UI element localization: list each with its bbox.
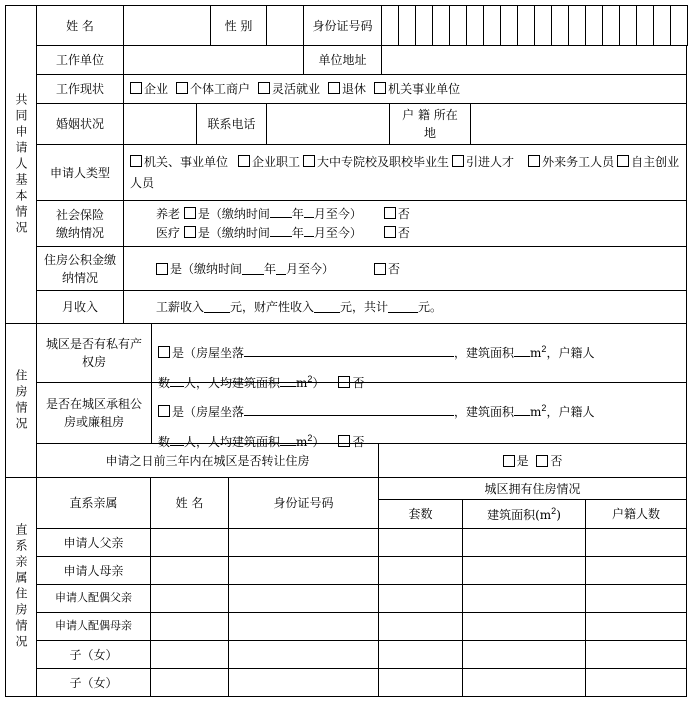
id-digit-box[interactable] — [619, 5, 637, 46]
rental-housing-content: 是（房屋坐落 ，建筑面积 $m^2$，户籍人 数 人，人均建筑面积 $m^2$） 否 — [151, 382, 687, 444]
sets-cell[interactable] — [378, 612, 463, 641]
transfer-label: 申请之日前三年内在城区是否转让住房 — [36, 443, 379, 478]
name-field[interactable] — [123, 5, 211, 46]
id-cell[interactable] — [228, 612, 379, 641]
section-basic-label: 共同申请人基本情况 — [14, 92, 28, 237]
year-blank[interactable] — [242, 263, 264, 275]
sets-cell[interactable] — [378, 528, 463, 557]
hukou-cell[interactable] — [585, 584, 687, 613]
checkbox-icon[interactable] — [503, 455, 515, 467]
id-digit-box[interactable] — [602, 5, 620, 46]
relative-label: 子（女） — [69, 647, 118, 662]
header-owned-housing: 城区拥有住房情况 — [378, 477, 687, 500]
work-status-option[interactable]: 灵活就业 — [258, 80, 320, 98]
applicant-type-label: 申请人类型 — [36, 144, 124, 201]
checkbox-icon[interactable] — [528, 155, 540, 167]
checkbox-icon[interactable] — [384, 207, 396, 219]
id-digit-box[interactable] — [568, 5, 586, 46]
phone-field[interactable] — [266, 103, 390, 145]
relation-cell — [36, 584, 151, 613]
work-status-option[interactable]: 机关事业单位 — [374, 80, 460, 98]
applicant-type-option[interactable]: 外来务工人员 — [528, 155, 614, 169]
id-cell[interactable] — [228, 640, 379, 669]
id-digit-box[interactable] — [432, 5, 450, 46]
month-blank[interactable] — [304, 225, 314, 237]
name-cell[interactable] — [150, 556, 229, 585]
applicant-type-options — [123, 144, 687, 201]
relative-label: 子（女） — [69, 675, 118, 690]
medical-line: 医疗 是（缴纳时间 年 月至今） 否 — [156, 226, 410, 240]
applicant-type-option[interactable]: 大中专院校及职校毕业生 — [303, 155, 449, 169]
name-label: 姓 名 — [36, 5, 124, 46]
checkbox-icon[interactable] — [158, 405, 170, 417]
marital-label: 婚姻状况 — [36, 103, 124, 145]
header-area: 建筑面积$(m^2)$ — [462, 499, 586, 529]
social-insurance-label: 社会保险缴纳情况 — [36, 200, 124, 247]
checkbox-icon[interactable] — [374, 82, 386, 94]
wage-blank[interactable] — [204, 301, 230, 313]
section-housing — [5, 323, 37, 478]
property-income-blank[interactable] — [314, 301, 340, 313]
marital-field[interactable] — [123, 103, 197, 145]
checkbox-icon[interactable] — [184, 207, 196, 219]
name-cell[interactable] — [150, 668, 229, 697]
id-digit-box[interactable] — [483, 5, 501, 46]
work-status-label: 工作现状 — [36, 74, 124, 104]
phone-label: 联系电话 — [196, 103, 267, 145]
id-cell[interactable] — [228, 528, 379, 557]
work-status-option[interactable]: 退休 — [328, 80, 366, 98]
transfer-options: 是 否 — [378, 443, 687, 478]
section-basic-info — [5, 5, 37, 324]
relative-label: 申请人配偶母亲 — [55, 619, 132, 633]
id-digit-box[interactable] — [466, 5, 484, 46]
applicant-type-option[interactable]: 引进人才 — [452, 155, 514, 169]
header-id: 身份证号码 — [228, 477, 379, 529]
id-digit-box[interactable] — [653, 5, 671, 46]
checkbox-icon[interactable] — [238, 155, 250, 167]
id-cell[interactable] — [228, 584, 379, 613]
area-cell[interactable] — [462, 528, 586, 557]
relative-label: 申请人配偶父亲 — [55, 591, 132, 605]
id-digit-box[interactable] — [449, 5, 467, 46]
checkbox-icon[interactable] — [536, 455, 548, 467]
checkbox-icon[interactable] — [184, 226, 196, 238]
header-relation: 直系亲属 — [36, 477, 151, 529]
checkbox-icon[interactable] — [374, 263, 386, 275]
location-blank[interactable] — [244, 345, 454, 357]
id-digit-box[interactable] — [415, 5, 433, 46]
relation-cell — [36, 528, 151, 557]
income-label: 月收入 — [36, 290, 124, 324]
id-digit-box[interactable] — [381, 5, 399, 46]
section-relatives-label: 直系亲属住房情况 — [14, 523, 28, 651]
gender-label: 性 别 — [210, 5, 267, 46]
id-label: 身份证号码 — [303, 5, 382, 46]
id-digit-box[interactable] — [517, 5, 535, 46]
checkbox-icon[interactable] — [452, 155, 464, 167]
hukou-label: 户 籍 所在地 — [389, 103, 471, 145]
id-digit-box[interactable] — [585, 5, 603, 46]
housing-fund-content: 是（缴纳时间 年 月至今） 否 — [123, 246, 687, 291]
relation-cell — [36, 668, 151, 697]
rental-housing-label: 是否在城区承租公房或廉租房 — [36, 382, 152, 444]
checkbox-icon[interactable] — [130, 155, 142, 167]
area-blank[interactable] — [514, 404, 530, 416]
work-status-option[interactable]: 企业 — [130, 80, 168, 98]
sets-cell[interactable] — [378, 584, 463, 613]
header-name: 姓 名 — [150, 477, 229, 529]
hukou-cell[interactable] — [585, 556, 687, 585]
header-hukou-count: 户籍人数 — [585, 499, 687, 529]
checkbox-icon[interactable] — [156, 263, 168, 275]
area-blank[interactable] — [514, 345, 530, 357]
hukou-cell[interactable] — [585, 612, 687, 641]
checkbox-icon[interactable] — [328, 82, 340, 94]
hukou-cell[interactable] — [585, 528, 687, 557]
relation-cell — [36, 556, 151, 585]
total-income-blank[interactable] — [388, 301, 418, 313]
employer-field[interactable] — [123, 45, 304, 75]
month-blank[interactable] — [276, 263, 286, 275]
work-status-option[interactable]: 个体工商户 — [176, 80, 250, 98]
checkbox-icon[interactable] — [303, 155, 315, 167]
name-cell[interactable] — [150, 584, 229, 613]
name-cell[interactable] — [150, 612, 229, 641]
location-blank[interactable] — [244, 404, 454, 416]
section-relatives — [5, 477, 37, 697]
id-digit-box[interactable] — [551, 5, 569, 46]
section-housing-label: 住房情况 — [14, 368, 28, 433]
id-digit-box[interactable] — [636, 5, 654, 46]
gender-field[interactable] — [266, 5, 304, 46]
employer-address-label: 单位地址 — [303, 45, 382, 75]
hukou-field[interactable] — [470, 103, 687, 145]
private-property-content: 是（房屋坐落 ，建筑面积 $m^2$，户籍人 数 人，人均建筑面积 $m^2$） 否 — [151, 323, 687, 383]
checkbox-icon[interactable] — [130, 82, 142, 94]
area-cell[interactable] — [462, 640, 586, 669]
social-insurance-content — [123, 200, 687, 247]
id-digit-box[interactable] — [398, 5, 416, 46]
checkbox-icon[interactable] — [158, 346, 170, 358]
id-digit-box[interactable] — [500, 5, 518, 46]
applicant-type-option[interactable]: 机关、事业单位 — [130, 155, 228, 169]
month-blank[interactable] — [304, 206, 314, 218]
employer-address-field[interactable] — [381, 45, 687, 75]
checkbox-icon[interactable] — [258, 82, 270, 94]
sets-cell[interactable] — [378, 640, 463, 669]
private-property-label: 城区是否有私有产权房 — [36, 323, 152, 383]
area-cell[interactable] — [462, 584, 586, 613]
work-status-options — [123, 74, 687, 104]
name-cell[interactable] — [150, 640, 229, 669]
hukou-cell[interactable] — [585, 640, 687, 669]
relative-label: 申请人母亲 — [63, 563, 124, 578]
id-cell[interactable] — [228, 668, 379, 697]
sets-cell[interactable] — [378, 556, 463, 585]
id-digit-box[interactable] — [534, 5, 552, 46]
relation-cell — [36, 612, 151, 641]
relative-label: 申请人父亲 — [63, 535, 124, 550]
applicant-type-option[interactable]: 企业职工 — [238, 155, 300, 169]
applicant-type-option[interactable]: 自主创业人员 — [130, 155, 680, 190]
relation-cell — [36, 640, 151, 669]
checkbox-icon[interactable] — [176, 82, 188, 94]
pension-line: 养老 是（缴纳时间 年 月至今） 否 — [156, 207, 410, 221]
housing-fund-label: 住房公积金缴纳情况 — [36, 246, 124, 291]
id-digit-box[interactable] — [670, 5, 688, 46]
year-blank[interactable] — [270, 225, 292, 237]
header-sets: 套数 — [378, 499, 463, 529]
income-content: 工薪收入 元，财产性收入 元，共计 元。 — [123, 290, 687, 324]
checkbox-icon[interactable] — [384, 226, 396, 238]
name-cell[interactable] — [150, 528, 229, 557]
area-cell[interactable] — [462, 668, 586, 697]
hukou-cell[interactable] — [585, 668, 687, 697]
sets-cell[interactable] — [378, 668, 463, 697]
employer-label: 工作单位 — [36, 45, 124, 75]
id-cell[interactable] — [228, 556, 379, 585]
area-cell[interactable] — [462, 612, 586, 641]
checkbox-icon[interactable] — [617, 155, 629, 167]
year-blank[interactable] — [270, 206, 292, 218]
area-cell[interactable] — [462, 556, 586, 585]
